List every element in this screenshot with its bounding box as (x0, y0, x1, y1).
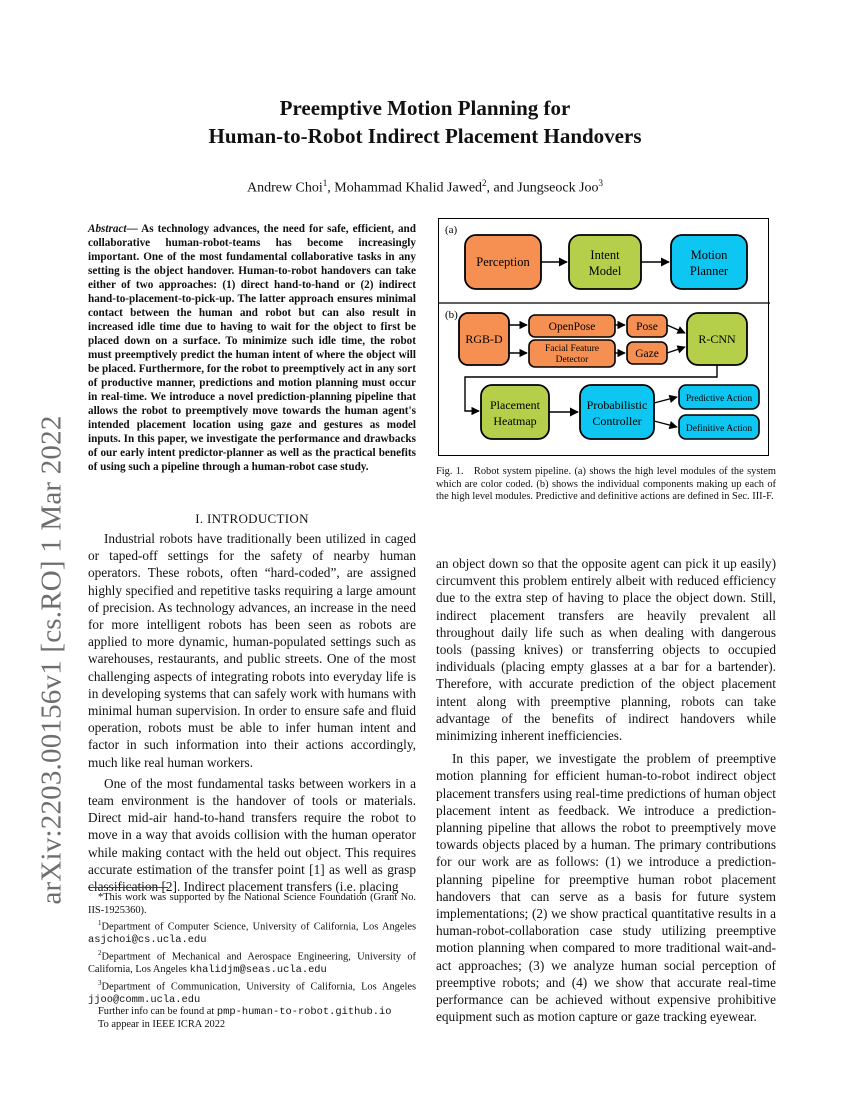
box-placement-heatmap (481, 385, 549, 439)
box-pose-label: Pose (636, 321, 658, 333)
footnote-1-text: Department of Computer Science, University of California, Los Angeles (101, 921, 416, 933)
arxiv-side-stamp: arXiv:2203.00156v1 [cs.RO] 1 Mar 2022 (35, 415, 68, 905)
footnote-affil-2 (88, 947, 416, 977)
footnote-funding: *This work was supported by the National Science Foundation (Grant No. IIS-1925360). (88, 892, 416, 916)
box-rcnn-label: R-CNN (698, 332, 736, 346)
arrow-controller-definitive (654, 421, 677, 427)
caption-text: Robot system pipeline. (a) shows the high level modules of the system which are color coded. (b) shows the individual components making up each of the high level modules. Predictive and definitive actions are defined in Sec. III-F. (436, 466, 776, 503)
box-motion-planner-label-2: Planner (689, 264, 729, 278)
footnote-affil-1 (88, 917, 416, 947)
paper-title (140, 94, 710, 150)
intro-paragraph-2: One of the most fundamental tasks between workers in a team environment is the handover of tools or materials. Direct mid-air hand-to-hand transfers require the robot to move in a way that avoids collision with the human operator while making contact with the held out object. This requires accurate estimation of the transfer point [1] as well as grasp classification [2]. Indirect placement transfers (i.e. placing (88, 775, 416, 895)
author-2: Mohammad Khalid Jawed (334, 180, 483, 196)
box-openpose-label: OpenPose (548, 321, 596, 333)
email-author-3[interactable]: jjoo@comm.ucla.edu (88, 993, 201, 1006)
footnote-2-text: Department of Mechanical and Aerospace Engineering, University of California, Los Angeles (88, 951, 416, 975)
figure-pipeline (438, 218, 769, 456)
figure-caption (436, 466, 776, 504)
footnote-affil-3 (88, 977, 416, 1007)
box-motion-planner (671, 235, 747, 289)
author-3: and Jungseock Joo (493, 180, 599, 196)
box-controller-label-1: Probabilistic (586, 398, 648, 412)
box-facial-label-2: Detector (555, 355, 589, 365)
box-motion-planner-label-1: Motion (690, 248, 728, 262)
footnote-3-text: Department of Communication, University of California, Los Angeles (101, 980, 416, 992)
author-3-affil: 3 (598, 178, 604, 188)
caption-label: Fig. 1. (436, 466, 464, 477)
author-2-affil: 2 (482, 178, 487, 188)
footnote-link-text: Further info can be found at (98, 1006, 215, 1018)
left-column-body (88, 530, 416, 895)
box-perception-label: Perception (476, 255, 530, 269)
author-1-affil: 1 (322, 178, 328, 188)
intro-paragraph-1: Industrial robots have traditionally been utilized in caged or taped-off settings for the safety of nearby human operators. These robots, often “hard-coded”, are assigned highly specified and repetitive tasks requiring a large amount of precision. As technology advances, an increase in the need for more intelligent robots has been seen as robots are applied to more dynamic, human-populated settings such as warehouses, restaurants, and public streets. One of the most challenging aspects of integrating robots into everyday life is in developing systems that can safely work with humans with minimal human supervision. In order to ensure safe and fluid operation, robots must be able to infer human intent and factor in such information into their actions accordingly, much like real human workers. (88, 531, 416, 770)
panel-b-label: (b) (445, 309, 458, 321)
right-column-body (436, 555, 776, 1025)
abstract-text: — As technology advances, the need for safe, efficient, and collaborative human-robot-teams has become increasingly important. One of the most fundamental collaborative tasks in any setting is the object handover. Human-to-robot handovers can take either of two approaches: (1) direct hand-to-hand or (2) indirect hand-to-placement-to-pick-up. The latter approach ensures minimal contact between the human and robot but can also result in increased idle time due to having to wait for the object to first be placed down on a surface. To minimize such idle time, the robot must preemptively predict the human intent of where the object will be placed. Furthermore, for the robot to preemptively act in any sort of productive manner, predictions and motion planning must occur in real-time. We introduce a novel prediction-planning pipeline that allows the robot to preemptively move towards the human agent's intended placement location using gaze and gestures as model inputs. In this paper, we investigate the performance and drawbacks of our early intent predictor-planner as well as the practical benefits of using such a pipeline through a human-robot case study. (88, 223, 416, 473)
arrow-gaze-rcnn (667, 347, 685, 353)
box-heatmap-label-2: Heatmap (493, 414, 537, 428)
footnote-rule (88, 887, 168, 888)
arrow-controller-predictive (654, 397, 677, 403)
box-probabilistic-controller (580, 385, 654, 439)
pipeline-diagram (439, 219, 770, 457)
title-line-2: Human-to-Robot Indirect Placement Handovers (208, 124, 642, 148)
email-author-2[interactable]: khalidjm@seas.ucla.edu (189, 963, 327, 976)
box-facial-label-1: Facial Feature (544, 344, 600, 354)
footnotes (88, 892, 416, 1031)
intro-paragraph-3: In this paper, we investigate the problem of preemptive motion planning for efficient human-to-robot indirect object placement transfers using real-time predictions of human object placement intent as feedback. We introduce a prediction-planning pipeline that allows the robot to preemptively move towards objects placed by a human. The primary contributions for our work are as follows: (1) we introduce a prediction-planning pipeline for preemptive human robot placement handovers that can serve as a basis for future system implementations; (2) we show practical quantitative results in a human-robot-collaboration case study utilizing preemptive motion planning when compared to more traditional wait-and-act approaches; (3) we analyze human social perception of preemptive robots; and (4) we show that accurate real-time performance can be achieved without expensive prohibitive equipment such as motion capture or gaze tracking eyewear. (436, 751, 776, 1025)
box-gaze-label: Gaze (635, 348, 659, 360)
section-heading-introduction: I. INTRODUCTION (195, 511, 309, 526)
project-link[interactable]: pmp-human-to-robot.github.io (216, 1006, 392, 1019)
email-author-1[interactable]: asjchoi@cs.ucla.edu (88, 934, 207, 947)
title-line-1: Preemptive Motion Planning for (279, 96, 571, 120)
box-predictive-label: Predictive Action (685, 394, 753, 404)
abstract (88, 222, 416, 474)
abstract-lead: Abstract (88, 223, 127, 235)
arrow-pose-rcnn (667, 325, 685, 333)
intro-paragraph-2-continued: an object down so that the opposite agent can pick it up easily) circumvent this problem entirely albeit with reduced efficiency due to the extra step of having to place the object down. Still, indirect placement transfers are heavily prevalent all throughout daily life such as when dealing with dangerous tools (passing knives) or transferring objects to occupied individuals (placing empty glasses at a bar for a bartender). Therefore, with accurate prediction of the object placement intent along with preemptive planning, robots can take advantage of the benefits of indirect handovers while minimizing inherent inefficiencies. (436, 556, 776, 744)
footnote-venue: To appear in IEEE ICRA 2022 (98, 1018, 226, 1030)
box-intent-model (569, 235, 641, 289)
author-1: Andrew Choi (246, 180, 323, 196)
box-heatmap-label-1: Placement (490, 398, 540, 412)
footnote-1-mark: 1 (98, 919, 102, 928)
footnote-2-mark: 2 (98, 948, 102, 957)
panel-a-label: (a) (445, 224, 458, 236)
footnote-project-link (88, 1006, 416, 1019)
box-intent-model-label-2: Model (588, 264, 622, 278)
box-rgbd-label: RGB-D (465, 332, 503, 346)
footnote-3-mark: 3 (98, 978, 102, 987)
box-intent-model-label-1: Intent (590, 248, 620, 262)
author-list: Andrew Choi$^1$, Mohammad Khalid Jawed$^2$, and Jungseock Joo$^3$ (246, 178, 604, 196)
box-controller-label-2: Controller (592, 414, 642, 428)
box-definitive-label: Definitive Action (685, 424, 753, 434)
